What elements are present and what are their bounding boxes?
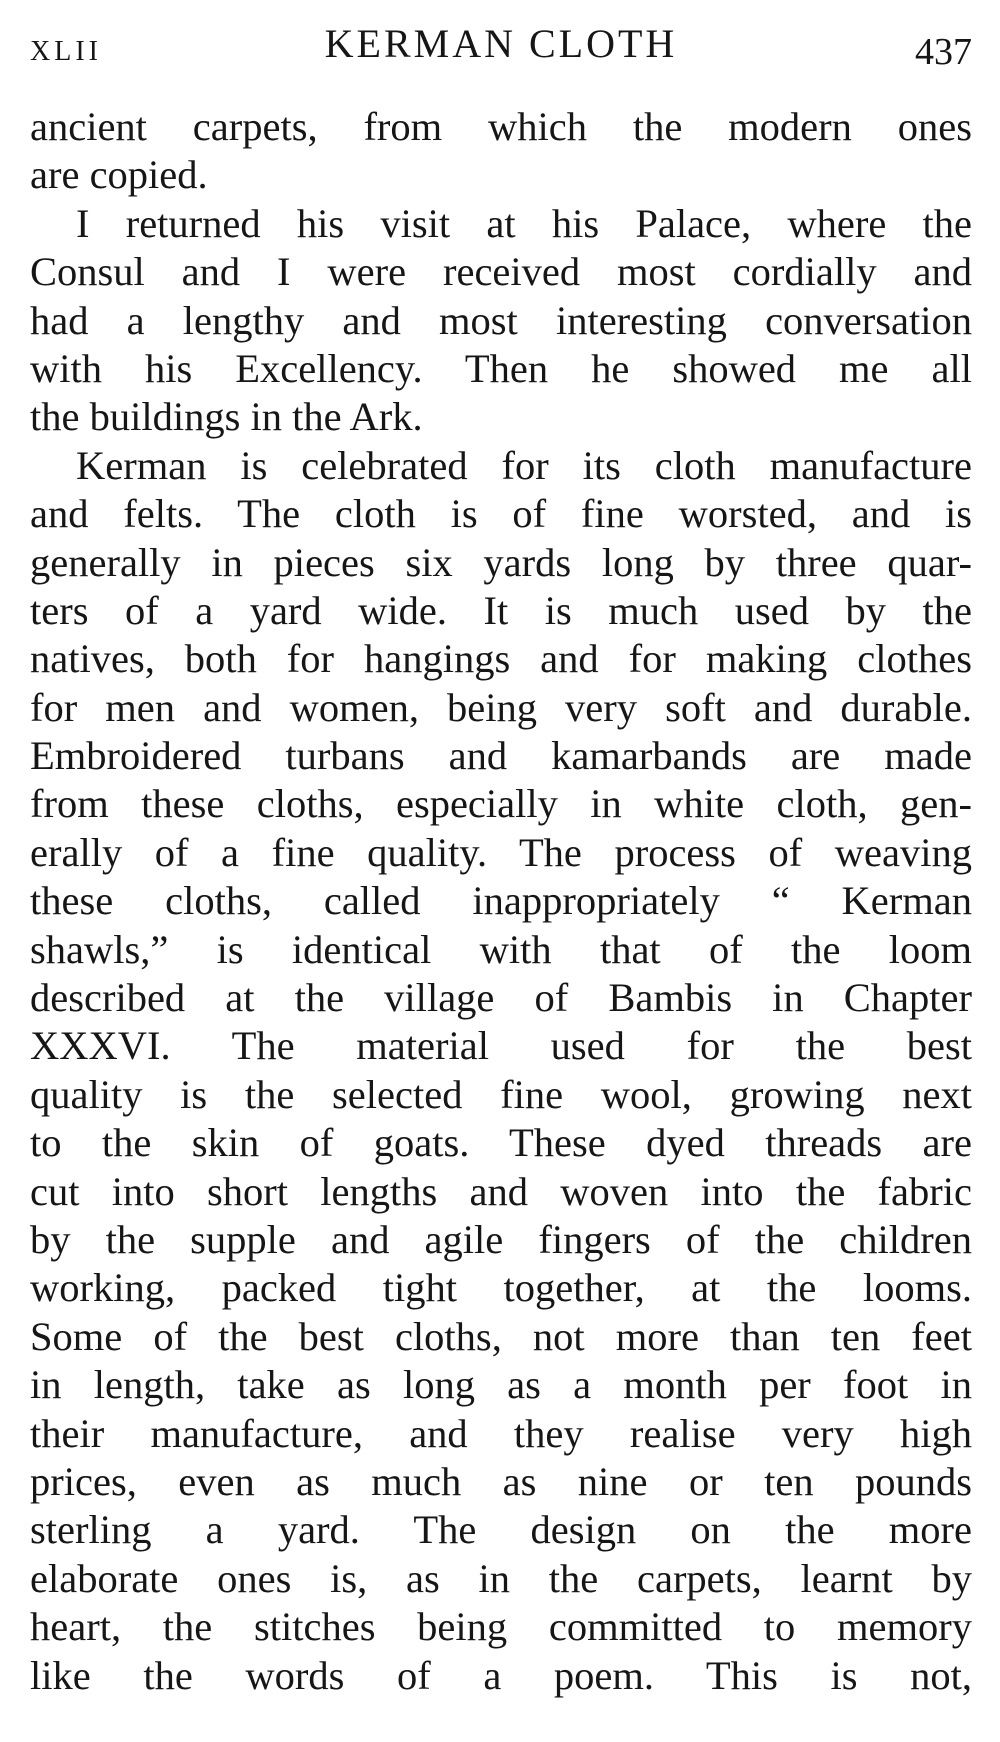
text-line: these cloths, called inappropriately “ Kerman <box>30 878 972 924</box>
text-line: erally of a fine quality. The process of weaving <box>30 829 972 875</box>
text-line: their manufacture, and they realise very high <box>30 1410 972 1456</box>
text-line: elaborate ones is, as in the carpets, learnt by <box>30 1555 972 1601</box>
text-line: Some of the best cloths, not more than ten feet <box>30 1313 972 1359</box>
running-title: KERMAN CLOTH <box>324 21 678 66</box>
text-line: Embroidered turbans and kamarbands are made <box>30 733 972 779</box>
text-line: XXXVI. The material used for the best <box>30 1023 972 1069</box>
body-text <box>30 103 972 1700</box>
text-line: for men and women, being very soft and durable. <box>30 684 972 730</box>
text-line: quality is the selected fine wool, growing next <box>30 1071 972 1117</box>
text-line: with his Excellency. Then he showed me all <box>30 345 972 391</box>
text-line: like the words of a poem. This is not, <box>30 1652 972 1698</box>
text-line: from these cloths, especially in white cloth, gen- <box>30 781 972 827</box>
text-line: to the skin of goats. These dyed threads are <box>30 1120 972 1166</box>
text-line: are copied. <box>30 152 208 198</box>
text-line: working, packed tight together, at the looms. <box>30 1265 972 1311</box>
text-line: had a lengthy and most interesting conversation <box>30 297 972 343</box>
chapter-number: XLII <box>30 36 102 67</box>
page-number: 437 <box>915 31 972 73</box>
text-line: heart, the stitches being committed to memory <box>30 1604 972 1650</box>
text-line: in length, take as long as a month per foot in <box>30 1362 972 1408</box>
text-line: the buildings in the Ark. <box>30 394 423 440</box>
text-line: generally in pieces six yards long by three quar- <box>30 539 972 585</box>
text-line: shawls,” is identical with that of the loom <box>30 926 972 972</box>
text-line: natives, both for hangings and for making clothes <box>30 636 972 682</box>
text-line: ancient carpets, from which the modern ones <box>30 104 972 149</box>
running-head <box>30 20 972 80</box>
text-line: and felts. The cloth is of fine worsted, and is <box>30 491 972 537</box>
text-line: prices, even as much as nine or ten pounds <box>30 1458 972 1504</box>
text-line: Kerman is celebrated for its cloth manufacture <box>76 442 972 488</box>
text-line: I returned his visit at his Palace, where the <box>76 200 972 246</box>
text-line: described at the village of Bambis in Chapter <box>30 975 972 1021</box>
text-line: by the supple and agile fingers of the children <box>30 1216 972 1262</box>
text-line: ters of a yard wide. It is much used by the <box>30 587 972 633</box>
text-line: cut into short lengths and woven into the fabric <box>30 1168 972 1214</box>
text-line: sterling a yard. The design on the more <box>30 1507 972 1553</box>
text-line: Consul and I were received most cordially and <box>30 249 972 295</box>
